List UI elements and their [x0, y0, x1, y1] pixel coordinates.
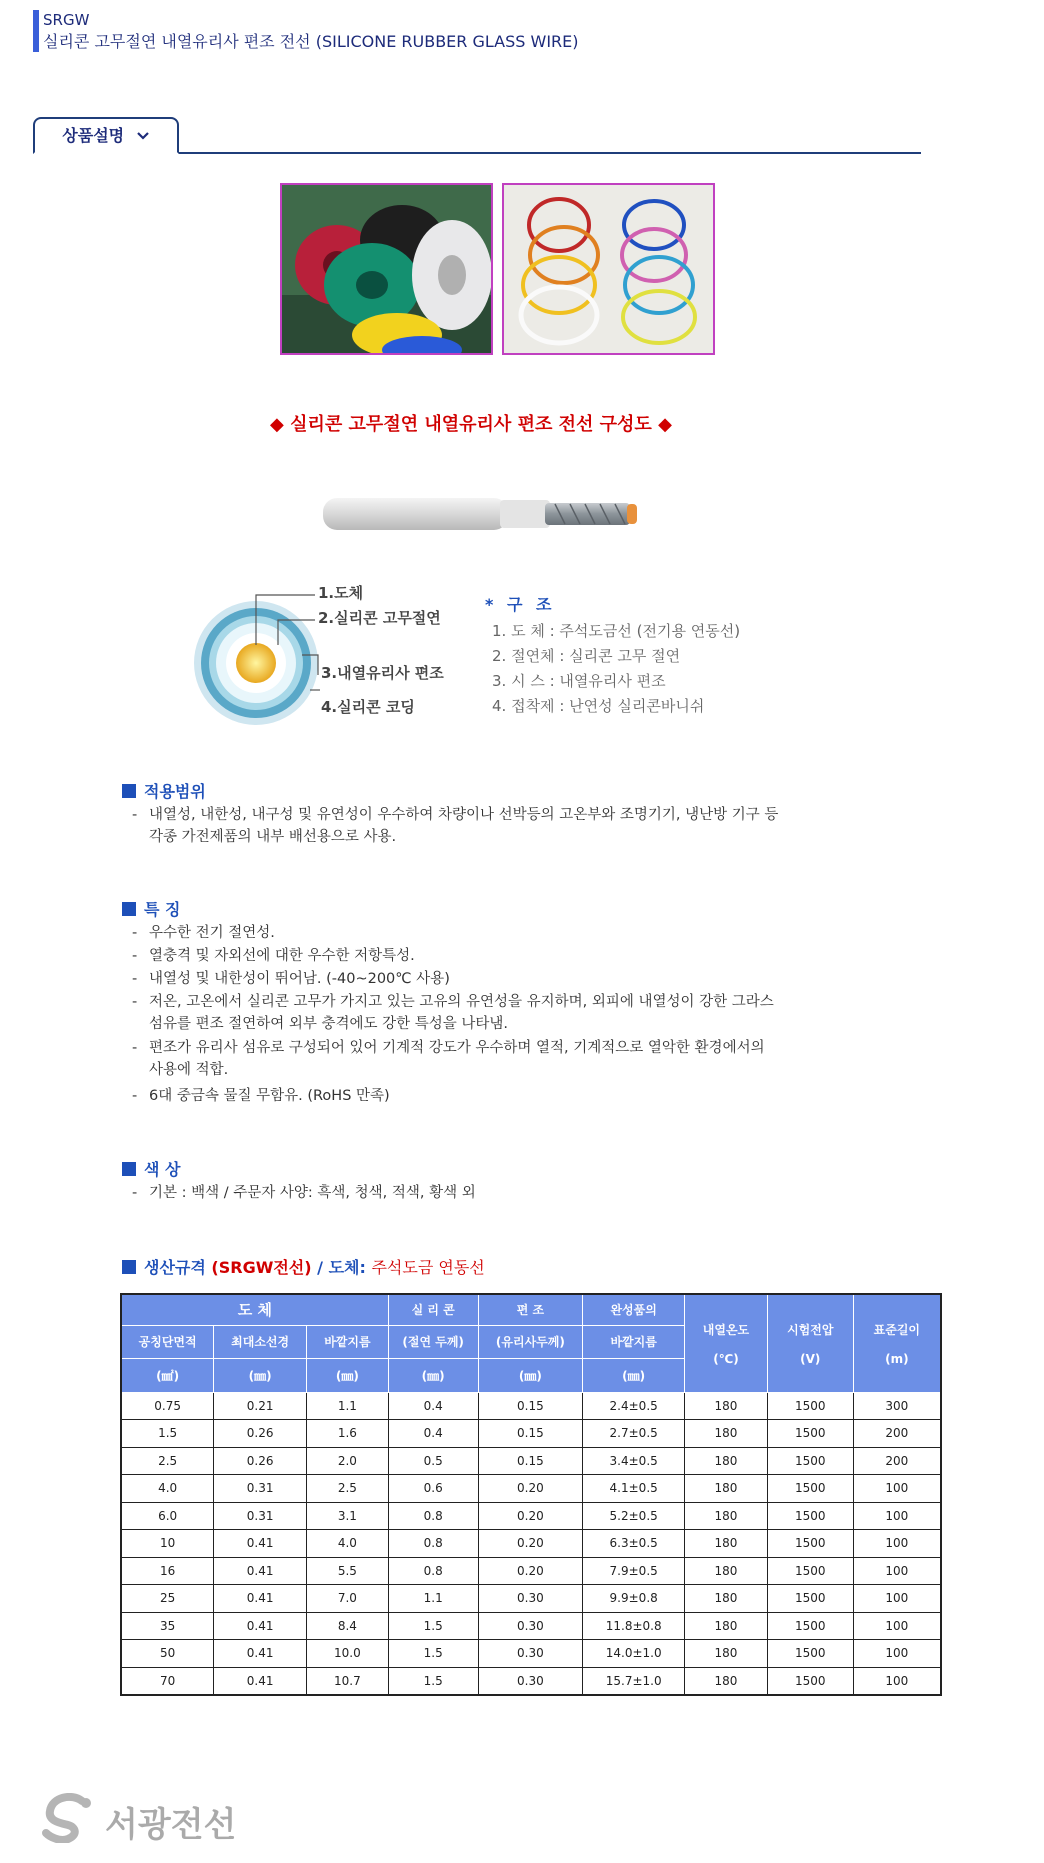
- table-cell: 0.8: [388, 1502, 478, 1530]
- cross-section-label-braid: 3.내열유리사 편조: [321, 664, 444, 682]
- table-cell: 1500: [767, 1585, 853, 1613]
- table-cell: 0.41: [214, 1557, 307, 1585]
- table-cell: 1.6: [307, 1420, 389, 1448]
- header-silicone-sub: (절연 두께): [388, 1325, 478, 1358]
- table-cell: 1500: [767, 1420, 853, 1448]
- table-cell: 180: [685, 1502, 768, 1530]
- table-cell: 1.5: [388, 1667, 478, 1695]
- table-cell: 1.1: [307, 1392, 389, 1420]
- table-cell: 300: [853, 1392, 941, 1420]
- table-cell: 0.15: [478, 1392, 583, 1420]
- features-heading: 특 징: [122, 897, 180, 920]
- square-bullet-icon: [122, 1260, 136, 1274]
- table-cell: 10.0: [307, 1640, 389, 1668]
- table-cell: 0.41: [214, 1585, 307, 1613]
- table-cell: 1500: [767, 1557, 853, 1585]
- table-cell: 1.1: [388, 1585, 478, 1613]
- scope-heading: 적용범위: [122, 779, 206, 802]
- feature-item: - 우수한 전기 절연성.: [132, 925, 275, 941]
- chevron-down-icon: [136, 131, 150, 141]
- table-cell: 0.41: [214, 1640, 307, 1668]
- table-cell: 180: [685, 1667, 768, 1695]
- color-text: - 기본 : 백색 / 주문자 사양: 흑색, 청색, 적색, 황색 외: [132, 1185, 476, 1201]
- feature-item: - 편조가 유리사 섬유로 구성되어 있어 기계적 강도가 우수하며 열적, 기계적으로 열악한 환경에서의 사용에 적합.: [132, 1040, 765, 1078]
- table-cell: 3.4±0.5: [583, 1447, 685, 1475]
- table-cell: 0.30: [478, 1640, 583, 1668]
- table-row: [121, 1475, 941, 1503]
- table-cell: 180: [685, 1612, 768, 1640]
- table-cell: 100: [853, 1530, 941, 1558]
- table-cell: 16: [121, 1557, 214, 1585]
- table-cell: 0.41: [214, 1530, 307, 1558]
- header-braid-unit: (㎜): [478, 1358, 583, 1392]
- table-cell: 0.4: [388, 1420, 478, 1448]
- product-code: SRGW: [43, 11, 90, 29]
- table-cell: 2.0: [307, 1447, 389, 1475]
- spec-heading: 생산규격 (SRGW전선) / 도체: 주석도금 연동선: [122, 1255, 485, 1278]
- table-cell: 5.5: [307, 1557, 389, 1585]
- table-cell: 7.0: [307, 1585, 389, 1613]
- table-row: [121, 1612, 941, 1640]
- product-photo-coils: [502, 183, 715, 355]
- page-header: [33, 10, 579, 52]
- table-cell: 180: [685, 1447, 768, 1475]
- table-cell: 2.5: [121, 1447, 214, 1475]
- table-row: [121, 1502, 941, 1530]
- header-silicone-unit: (㎜): [388, 1358, 478, 1392]
- header-area: 공칭단면적: [121, 1325, 214, 1358]
- table-cell: 100: [853, 1585, 941, 1613]
- square-bullet-icon: [122, 902, 136, 916]
- table-row: [121, 1447, 941, 1475]
- table-cell: 5.2±0.5: [583, 1502, 685, 1530]
- table-cell: 0.20: [478, 1475, 583, 1503]
- structure-item: 4. 접착제 : 난연성 실리콘바니쉬: [492, 697, 705, 715]
- table-cell: 1500: [767, 1667, 853, 1695]
- table-cell: 6.0: [121, 1502, 214, 1530]
- cross-section-label-conductor: 1.도체: [318, 584, 364, 602]
- header-length: 표준길이 (m): [853, 1294, 941, 1392]
- table-cell: 0.5: [388, 1447, 478, 1475]
- table-cell: 180: [685, 1475, 768, 1503]
- table-cell: 2.7±0.5: [583, 1420, 685, 1448]
- table-cell: 8.4: [307, 1612, 389, 1640]
- table-cell: 180: [685, 1392, 768, 1420]
- table-cell: 9.9±0.8: [583, 1585, 685, 1613]
- table-cell: 100: [853, 1475, 941, 1503]
- table-cell: 1500: [767, 1392, 853, 1420]
- table-cell: 0.26: [214, 1447, 307, 1475]
- table-cell: 10: [121, 1530, 214, 1558]
- structure-item: 2. 절연체 : 실리콘 고무 절연: [492, 647, 681, 665]
- table-row: [121, 1530, 941, 1558]
- table-cell: 100: [853, 1502, 941, 1530]
- table-cell: 180: [685, 1530, 768, 1558]
- table-row: [121, 1667, 941, 1695]
- header-strand-unit: (㎜): [214, 1358, 307, 1392]
- page-title: 실리콘 고무절연 내열유리사 편조 전선 (SILICONE RUBBER GLASS WIRE): [43, 32, 579, 51]
- diagram-title: ◆ 실리콘 고무절연 내열유리사 편조 전선 구성도 ◆: [270, 414, 672, 435]
- table-cell: 180: [685, 1640, 768, 1668]
- table-cell: 180: [685, 1557, 768, 1585]
- feature-item: - 저온, 고온에서 실리콘 고무가 가지고 있는 고유의 유연성을 유지하며, 외피에 내열성이 강한 그라스 섬유를 편조 절연하여 외부 충격에도 강한 특성을 나타냄.: [132, 994, 774, 1032]
- table-cell: 25: [121, 1585, 214, 1613]
- table-cell: 0.41: [214, 1667, 307, 1695]
- table-row: [121, 1392, 941, 1420]
- cross-section-label-coating: 4.실리콘 코딩: [321, 698, 415, 716]
- table-cell: 180: [685, 1585, 768, 1613]
- header-silicone: 실 리 콘: [388, 1294, 478, 1325]
- table-cell: 0.20: [478, 1530, 583, 1558]
- table-cell: 1500: [767, 1612, 853, 1640]
- feature-item: - 열충격 및 자외선에 대한 우수한 저항특성.: [132, 948, 415, 964]
- table-cell: 100: [853, 1557, 941, 1585]
- table-cell: 0.41: [214, 1612, 307, 1640]
- table-cell: 1500: [767, 1530, 853, 1558]
- table-row: [121, 1420, 941, 1448]
- product-photo-spools: [280, 183, 493, 355]
- header-braid-sub: (유리사두께): [478, 1325, 583, 1358]
- table-cell: 0.20: [478, 1502, 583, 1530]
- table-cell: 4.0: [307, 1530, 389, 1558]
- table-cell: 100: [853, 1640, 941, 1668]
- company-logo-icon: [42, 1793, 98, 1843]
- table-cell: 200: [853, 1420, 941, 1448]
- table-cell: 0.8: [388, 1530, 478, 1558]
- table-cell: 2.5: [307, 1475, 389, 1503]
- header-voltage: 시험전압 (V): [767, 1294, 853, 1392]
- table-cell: 100: [853, 1667, 941, 1695]
- table-cell: 50: [121, 1640, 214, 1668]
- table-cell: 0.8: [388, 1557, 478, 1585]
- table-cell: 0.30: [478, 1585, 583, 1613]
- table-cell: 0.26: [214, 1420, 307, 1448]
- table-cell: 1500: [767, 1502, 853, 1530]
- table-cell: 0.30: [478, 1667, 583, 1695]
- table-row: [121, 1640, 941, 1668]
- cable-illustration: [315, 490, 655, 540]
- table-cell: 15.7±1.0: [583, 1667, 685, 1695]
- square-bullet-icon: [122, 1162, 136, 1176]
- header-outer: 바깥지름: [307, 1325, 389, 1358]
- header-braid: 편 조: [478, 1294, 583, 1325]
- structure-heading: * 구 조: [485, 595, 556, 614]
- structure-item: 3. 시 스 : 내열유리사 편조: [492, 672, 666, 690]
- table-cell: 1.5: [388, 1612, 478, 1640]
- header-finished: 완성품의: [583, 1294, 685, 1325]
- table-cell: 14.0±1.0: [583, 1640, 685, 1668]
- table-cell: 0.75: [121, 1392, 214, 1420]
- table-row: [121, 1557, 941, 1585]
- table-cell: 0.30: [478, 1612, 583, 1640]
- structure-item: 1. 도 체 : 주석도금선 (전기용 연동선): [492, 622, 741, 640]
- table-cell: 0.31: [214, 1475, 307, 1503]
- table-cell: 2.4±0.5: [583, 1392, 685, 1420]
- table-cell: 35: [121, 1612, 214, 1640]
- table-cell: 0.15: [478, 1420, 583, 1448]
- header-conductor: 도 체: [121, 1294, 388, 1325]
- feature-item: - 내열성 및 내한성이 뛰어남. (-40~200℃ 사용): [132, 971, 450, 987]
- table-cell: 4.0: [121, 1475, 214, 1503]
- table-cell: 100: [853, 1612, 941, 1640]
- table-cell: 0.31: [214, 1502, 307, 1530]
- table-cell: 0.20: [478, 1557, 583, 1585]
- table-cell: 180: [685, 1420, 768, 1448]
- tab-product-description[interactable]: [33, 117, 179, 154]
- header-temp: 내열온도 (℃): [685, 1294, 768, 1392]
- table-row: [121, 1585, 941, 1613]
- table-cell: 1.5: [388, 1640, 478, 1668]
- table-cell: 1500: [767, 1640, 853, 1668]
- table-cell: 200: [853, 1447, 941, 1475]
- table-cell: 0.4: [388, 1392, 478, 1420]
- company-logo-text: 서광전선: [105, 1805, 237, 1845]
- table-cell: 10.7: [307, 1667, 389, 1695]
- header-finished-unit: (㎜): [583, 1358, 685, 1392]
- table-cell: 1500: [767, 1475, 853, 1503]
- square-bullet-icon: [122, 784, 136, 798]
- table-cell: 7.9±0.5: [583, 1557, 685, 1585]
- table-cell: 0.21: [214, 1392, 307, 1420]
- tab-label: 상품설명: [62, 126, 125, 145]
- color-heading: 색 상: [122, 1157, 180, 1180]
- scope-text: - 내열성, 내한성, 내구성 및 유연성이 우수하여 차량이나 선박등의 고온부와 조명기기, 냉난방 기구 등 각종 가전제품의 내부 배선용으로 사용.: [132, 807, 779, 845]
- header-finished-sub: 바깥지름: [583, 1325, 685, 1358]
- spec-table: [120, 1293, 942, 1696]
- table-cell: 11.8±0.8: [583, 1612, 685, 1640]
- feature-item: - 6대 중금속 물질 무함유. (RoHS 만족): [132, 1088, 390, 1104]
- table-cell: 3.1: [307, 1502, 389, 1530]
- table-cell: 1500: [767, 1447, 853, 1475]
- table-cell: 4.1±0.5: [583, 1475, 685, 1503]
- header-outer-unit: (㎜): [307, 1358, 389, 1392]
- table-cell: 0.6: [388, 1475, 478, 1503]
- table-cell: 6.3±0.5: [583, 1530, 685, 1558]
- header-strand: 최대소선경: [214, 1325, 307, 1358]
- cross-section-label-insulation: 2.실리콘 고무절연: [318, 609, 441, 627]
- table-cell: 0.15: [478, 1447, 583, 1475]
- table-cell: 70: [121, 1667, 214, 1695]
- header-area-unit: (㎟): [121, 1358, 214, 1392]
- table-cell: 1.5: [121, 1420, 214, 1448]
